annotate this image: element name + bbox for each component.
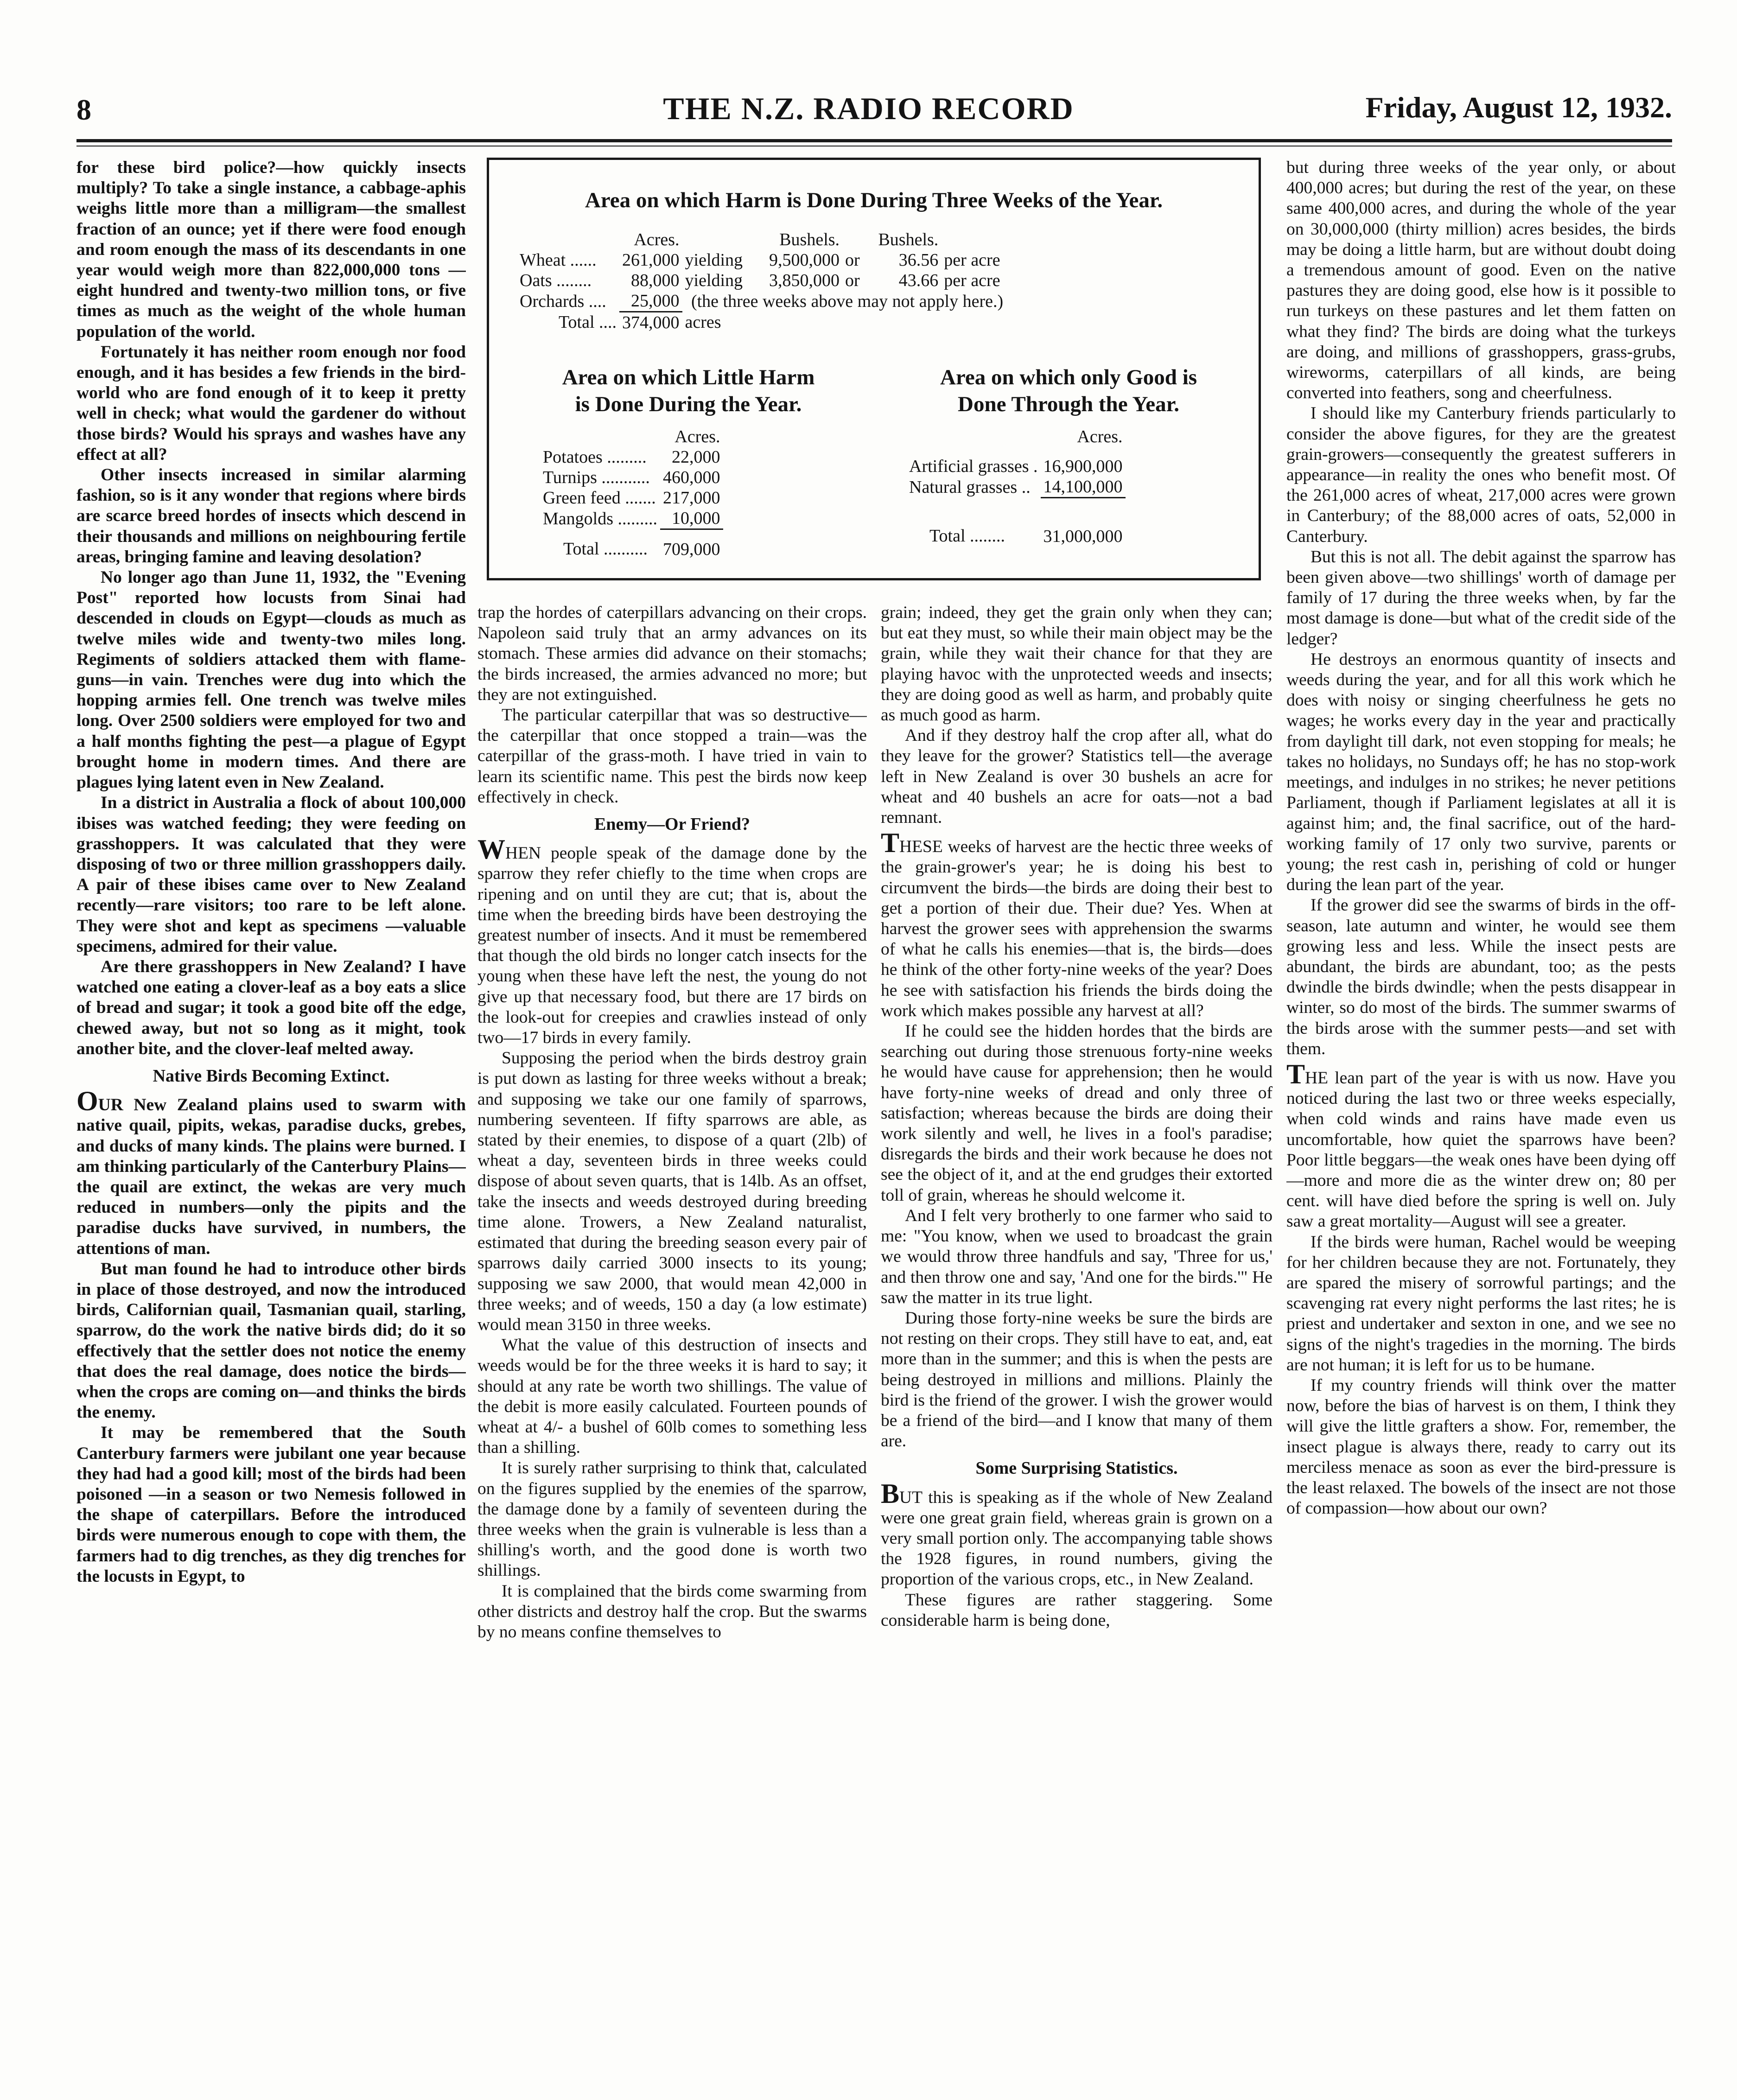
paragraph: THESE weeks of harvest are the hectic three weeks of the grain-grower's year; he is doing his best to circumvent the birds—the birds are doing their best to get a portion of their due. Their due? Yes. When at harvest the grower sees with apprehension the swarms of what he calls his enemies—that is, the birds—does he think of the other forty-nine weeks of the year? Does he see with satisfaction his friends the birds doing the work which makes possible any harvest at all? [881, 827, 1273, 1020]
paragraph: If the birds were human, Rachel would be weeping for her children because they are not. Fortunately, they are spared the misery of sorrowful partings; and the scavenging rat every night performs the last rites; he is priest and undertaker and sexton in one, and we see no signs of the night's tragedies in the morning. The birds are not human; it is left for us to be humane. [1286, 1232, 1676, 1375]
table-row: Artificial grasses . 16,900,000 [909, 457, 1123, 476]
paragraph: If the grower did see the swarms of birds in the off-season, late autumn and winter, he would see them growing less and less. While the insect pests are abundant, the birds are abundant, too; as the pests dwindle the birds dwindle; when the pests disappear in winter, so do most of the birds. The summer swarms of the birds arose with the summer pests—and set with them. [1286, 896, 1676, 1058]
paragraph: And if they destroy half the crop after all, what do they leave for the grower? Statistics tell—the average left in New Zealand is over 30 bushels an acre for wheat and 40 bushels an acre for oats—not a bad remnant. [881, 726, 1273, 827]
header-rule [76, 139, 1672, 142]
table-total-row: Total .... 374,000 acres [559, 312, 721, 332]
section-heading: Native Birds Becoming Extinct. [153, 1066, 390, 1086]
little-harm-title: Area on which Little Harm is Done During the Year. [562, 365, 815, 416]
paragraph: for these bird police?—how quickly insects multiply? To take a single instance, a cabbage-aphis weighs little more than a milligram—the smallest fraction of an ounce; yet if there were food enough and room enough the mass of its descendants in one year would weigh more than 822,000,000 tons —eight hundred and twenty-two million tons, or five times as much as the weight of the whole human population of the world. [76, 158, 466, 341]
table-row: Wheat ...... 261,000 yielding 9,500,000 or 36.56 per acre [520, 250, 1000, 270]
table-total-row: Total ........ 31,000,000 [906, 498, 1126, 547]
paragraph: OUR New Zealand plains used to swarm with native quail, pipits, wekas, paradise ducks, grebes, and ducks of many kinds. The plains were burned. I am thinking particularly of the Canterbury Plains—the quail are extinct, the wekas are very much reduced in numbers—only the pipits and the paradise ducks have survived, in numbers, the attentions of man. [76, 1086, 466, 1258]
drop-cap: W [477, 834, 505, 865]
paragraph: WHEN people speak of the damage done by the sparrow they refer chiefly to the time when crops are ripening and on until they are cut; that is, about the time when the breeding birds have been destroying the greatest number of insects. And it must be remembered that though the old birds no longer catch insects for the young when these have left the nest, the young do not give up that necessary food, but there are 17 birds on the look-out for creepies and crawlies instead of only two—17 birds in every family. [477, 834, 867, 1048]
table-main-title: Area on which Harm is Done During Three Weeks of the Year. [585, 188, 1163, 212]
paragraph: But this is not all. The debit against the sparrow has been given above—two shillings' worth of damage per family of 17 during the three weeks when, by far the most damage is done—but what of the credit side of the ledger? [1286, 547, 1676, 649]
issue-date: Friday, August 12, 1932. [1365, 91, 1672, 124]
paragraph: It is surely rather surprising to think that, calculated on the figures supplied by the enemies of the sparrow, the damage done by a family of seventeen during the three weeks when the grain is vulnerable is less than a shilling's worth, and the good done is worth two shillings. [477, 1458, 867, 1580]
table-row: Oats ........ 88,000 yielding 3,850,000 or 43.66 per acre [520, 271, 1000, 290]
little-harm-table: Acres. Potatoes ......... 22,000 Turnips ........... 460,000 Green feed ....... 217,000 Mangolds ......... 10,000 Total .......... 709,000 [540, 426, 723, 560]
paragraph: It is complained that the birds come swarming from other districts and destroy half the crop. But the swarms by no means confine themselves to [477, 1581, 867, 1642]
harm-table: Acres. Bushels. Bushels. Wheat ...... 261,000 yielding 9,500,000 or 36.56 per acre Oats ........ 88,000 yielding 3,850,000 or 43.66 per acre Orchards .... 25,000 (the three weeks above may not apply here.) Total .... 374,000 acres [517, 229, 1012, 333]
table-row: Potatoes ......... 22,000 [543, 447, 720, 467]
paragraph: trap the hordes of caterpillars advancing on their crops. Napoleon said truly that an army advances on its stomach. These armies did advance on their stomachs; the birds increased, the armies advanced no more; but they are not extinguished. [477, 603, 867, 704]
paragraph: And I felt very brotherly to one farmer who said to me: "You know, when we used to broadcast the grain we would throw three handfuls and say, 'Three for us,' and then throw one and say, 'And one for the birds.'" He saw the matter in its true light. [881, 1206, 1273, 1307]
table-row: Natural grasses .. 14,100,000 [909, 477, 1123, 497]
paragraph: What the value of this destruction of insects and weeds would be for the three weeks it is hard to say; it should at any rate be worth two shillings. The value of the debit is more easily calculated. Fourteen pounds of wheat at 4/- a bushel of 60lb comes to something less than a shilling. [477, 1336, 867, 1457]
paragraph: grain; indeed, they get the grain only when they can; but eat they must, so while their main object may be the grain, while they wait their chance for that they are playing havoc with the unprotected weeds and insects; they are doing good as well as harm, and probably quite as much good as harm. [881, 603, 1273, 725]
drop-cap: T [1286, 1058, 1305, 1089]
paragraph: He destroys an enormous quantity of insects and weeds during the year, and for all this work which he does with noisy or singing cheerfulness he gets no wages; he works every day in the year and practically from daylight till dark, not even stopping for meals; he takes no holidays, no Sundays off; he has no stop-work meetings, and indulges in no strikes; he never petitions Parliament, though if Parliament legislates at all it is against him; and, the final sacrifice, out of the hard-working family of 17 only two survive, parents or young; the rest cash in, perishing of cold or hunger during the lean part of the year. [1286, 649, 1676, 895]
column-3 [881, 603, 1273, 2072]
paragraph: These figures are rather staggering. Some considerable harm is being done, [881, 1590, 1273, 1630]
column-1 [76, 158, 466, 2072]
paragraph: It may be remembered that the South Canterbury farmers were jubilant one year because they had had a good kill; most of the birds had been poisoned —in a season or two Nemesis followed in the shape of caterpillars. Before the introduced birds were numerous enough to cope with them, the farmers had to dig trenches, as they dig trenches for the locusts in Egypt, to [76, 1423, 466, 1586]
column-4 [1286, 158, 1676, 2072]
paragraph: Supposing the period when the birds destroy grain is put down as lasting for three weeks without a break; and supposing we take our one family of sparrows, numbering seventeen. If fifty sparrows are able, as stated by their enemies, to dispose of a quart (2lb) of wheat a day, seventeen birds in three weeks could dispose of about seven quarts, that is 14lb. As an offset, take the insects and weeds destroyed during breeding time alone. Trowers, a New Zealand naturalist, estimated that during the breeding season every pair of sparrows daily carried 3000 insects to its young; supposing we saw 2000, that would mean 42,000 in three weeks; and of weeds, 150 a day (a low estimate) would mean 3150 in three weeks. [477, 1049, 867, 1334]
table-row: Green feed ....... 217,000 [543, 488, 720, 508]
drop-cap: T [881, 827, 900, 859]
table-row: Turnips ........... 460,000 [543, 468, 720, 487]
statistics-table-box [487, 158, 1261, 580]
paragraph: If my country friends will think over the matter now, before the bias of harvest is on them, I think they will give the little grafters a show. For, remember, the insect plague is always there, ready to carry out its merciless menace as soon as ever the bird-pressure is the least relaxed. The bowels of the insect are not those of compassion—how about our own? [1286, 1375, 1676, 1518]
page-number: 8 [76, 93, 91, 126]
paragraph: Are there grasshoppers in New Zealand? I have watched one eating a clover-leaf as a boy eats a slice of bread and sugar; it took a good bite off the edge, chewed away, but not so long as it might, took another bite, and the clover-leaf melted away. [76, 957, 466, 1058]
paragraph: Fortunately it has neither room enough nor food enough, and it has besides a few friends in the bird-world who are fond enough of it to keep it pretty well in check; what would the gardener do without those birds? Would his sprays and washes have any effect at all? [76, 342, 466, 464]
paragraph: Other insects increased in similar alarming fashion, so is it any wonder that regions where birds are scarce breed hordes of insects which descend in their thousands and millions on neighbouring fertile areas, bringing famine and leaving desolation? [76, 465, 466, 566]
paragraph: No longer ago than June 11, 1932, the "Evening Post" reported how locusts from Sinai had descended in clouds on Egypt—clouds as much as twelve miles wide and twenty-two miles long. Regiments of soldiers attacked them with flame-guns—in vain. Trenches were dug into which the hopping armies fell. One trench was twelve miles long. Over 2500 soldiers were employed for two and a half months fighting the pest—a plague of Egypt brought home in modern times. And there are plagues lying latent even in New Zealand. [76, 568, 466, 792]
drop-cap: O [76, 1086, 98, 1117]
paragraph: In a district in Australia a flock of about 100,000 ibises was watched feeding; they were feeding on grasshoppers. It was calculated that they were disposing of two or three million grasshoppers daily. A pair of these ibises came over to New Zealand recently—rare visitors; too rare to be left alone. They were shot and kept as specimens —valuable specimens, admired for their value. [76, 793, 466, 956]
table-total-row: Total .......... 709,000 [540, 529, 723, 560]
paragraph: The particular caterpillar that was so destructive—the caterpillar that once stopped a train—was the caterpillar of the grass-moth. I have tried in vain to learn its scientific name. This pest the birds now keep effectively in check. [477, 706, 867, 807]
paragraph: I should like my Canterbury friends particularly to consider the above figures, for they are the greatest grain-growers—consequently the greatest sufferers in appearance—in reality the ones who benefit most. Of the 261,000 acres of wheat, 217,000 acres were grown in Canterbury; of the 88,000 acres of oats, 52,000 in Canterbury. [1286, 404, 1676, 546]
paragraph: If he could see the hidden hordes that the birds are searching out during those strenuous forty-nine weeks he would have cause for apprehension; then he would have forty-nine weeks of dread and only three of satisfaction; whereas because the birds are doing their work silently and well, he lives in a fool's paradise; disregards the birds and their work because he does not see the object of it, and at the end grudges their extorted toll of grain, whereas he should welcome it. [881, 1022, 1273, 1205]
column-2 [477, 603, 867, 2072]
table-row: Mangolds ......... 10,000 [543, 509, 720, 528]
paragraph: THE lean part of the year is with us now. Have you noticed during the last two or three weeks especially, when cold winds and rains have made even us uncomfortable, how quiet the sparrows have been? Poor little beggars—the weak ones have been dying off—more and more die as the winter drew on; 80 per cent. will have died before the spring is well on. July saw a great mortality—August will see a greater. [1286, 1058, 1676, 1231]
only-good-title: Area on which only Good is Done Through the Year. [940, 365, 1197, 416]
section-heading: Some Surprising Statistics. [975, 1458, 1178, 1478]
paragraph: but during three weeks of the year only, or about 400,000 acres; but during the rest of the year, on these same 400,000 acres, and during the whole of the year on 30,000,000 (thirty million) acres besides, the birds may be doing a little harm, but are without doubt doing a tremendous amount of good. Even on the native pastures they are doing good, else how is it possible to run turkeys on these pastures and let them fatten on what they find? The birds are doing what the turkeys are doing, and millions of grasshoppers, grass-grubs, wireworms, caterpillars of all kinds, are being converted into feathers, song and cheerfulness. [1286, 158, 1676, 403]
paragraph: During those forty-nine weeks be sure the birds are not resting on their crops. They still have to eat, and, eat more than in the summer; and this is when the pests are being destroyed in millions and millions. Plainly the bird is the friend of the grower. I wish the grower would be a friend of the bird—and I know that many of them are. [881, 1308, 1273, 1451]
drop-cap: B [881, 1478, 900, 1509]
masthead-title: THE N.Z. RADIO RECORD [663, 91, 1074, 126]
only-good-table: Acres. Artificial grasses . 16,900,000 Natural grasses .. 14,100,000 Total ........ 31,000,000 [906, 426, 1126, 547]
section-heading: Enemy—Or Friend? [594, 815, 750, 834]
table-row: Orchards .... 25,000 (the three weeks above may not apply here.) [520, 291, 1004, 311]
paragraph: BUT this is speaking as if the whole of New Zealand were one great grain field, whereas grain is grown on a very small portion only. The accompanying table shows the 1928 figures, in round numbers, giving the proportion of the various crops, etc., in New Zealand. [881, 1478, 1273, 1589]
paragraph: But man found he had to introduce other birds in place of those destroyed, and now the introduced birds, Californian quail, Tasmanian quail, starling, sparrow, do the work the native birds did; do it so effectively that the settler does not notice the enemy that does the real damage, does notice the birds—when the crops are coming on—and thinks the birds the enemy. [76, 1259, 466, 1422]
